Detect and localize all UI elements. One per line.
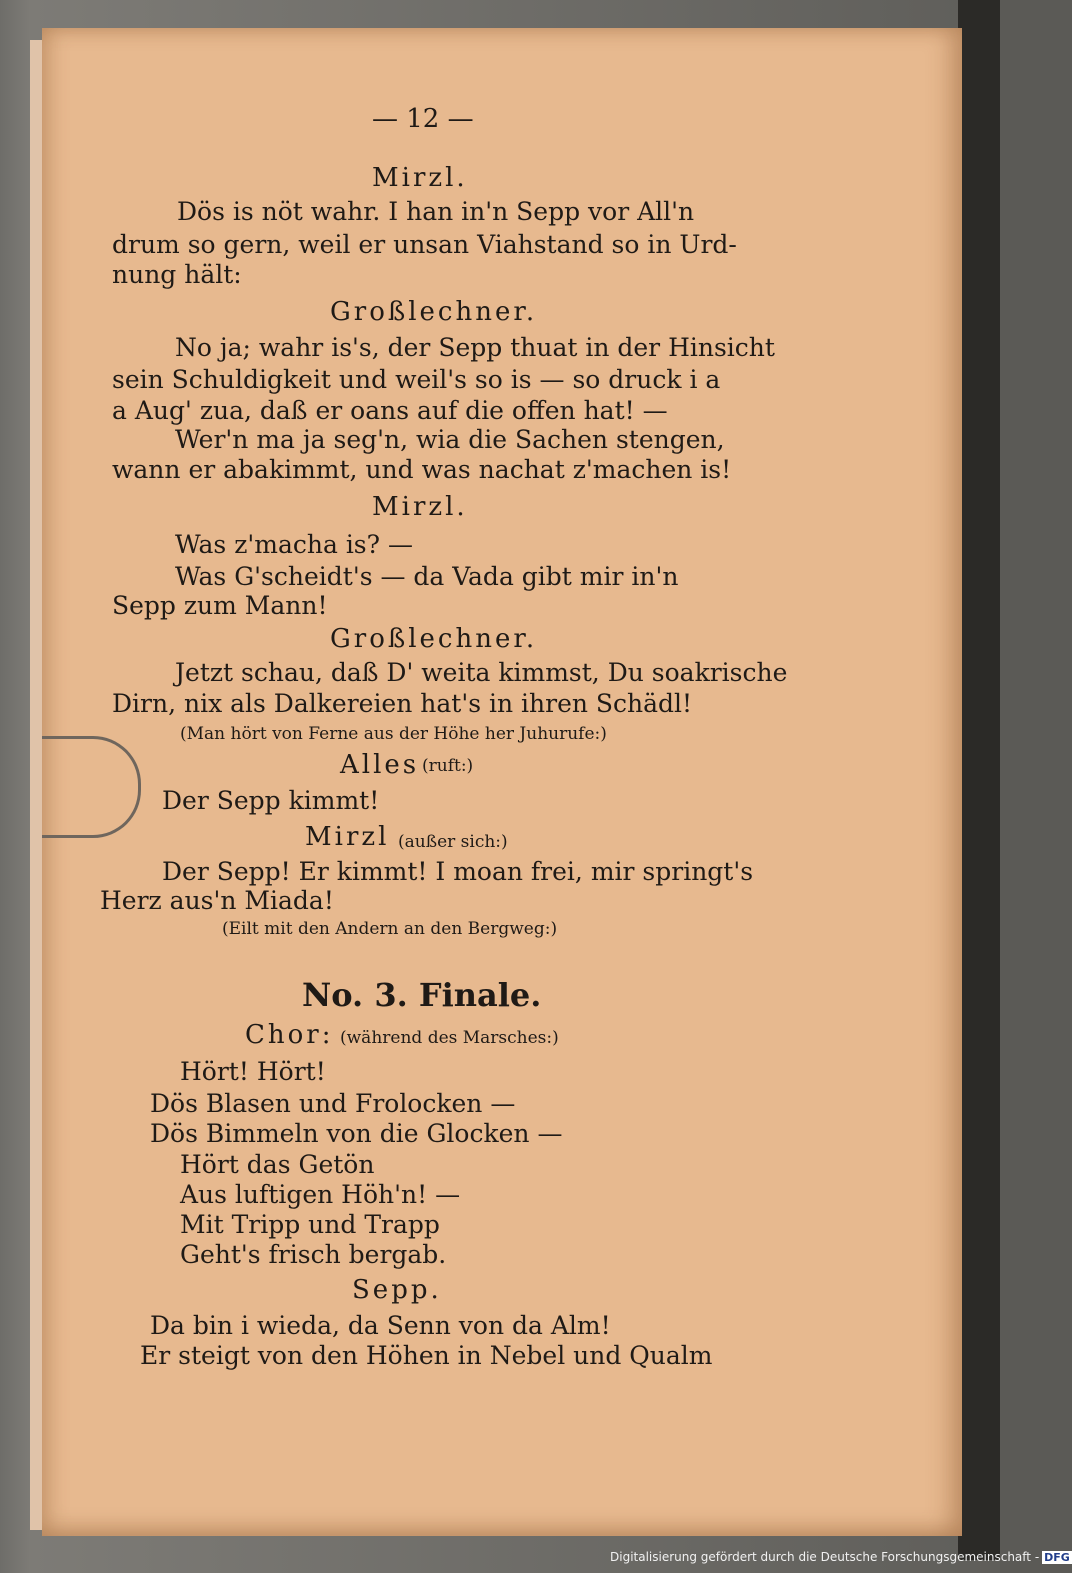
page-number: — 12 —	[372, 104, 474, 134]
stage-direction: (Eilt mit den Andern an den Bergweg:)	[222, 919, 558, 939]
text-line: Jetzt schau, daß D' weita kimmst, Du soakrische	[175, 658, 788, 687]
dfg-logo: DFG	[1044, 1551, 1070, 1564]
paper-clip	[42, 736, 141, 838]
speaker-name: Großlechner.	[330, 297, 538, 327]
speaker-name: Großlechner.	[330, 624, 538, 654]
text-line: Da bin i wieda, da Senn von da Alm!	[150, 1311, 611, 1340]
stage-direction: (außer sich:)	[398, 832, 508, 852]
text-line: drum so gern, weil er unsan Viahstand so in Urd-	[112, 230, 737, 259]
text-line: Dös is nöt wahr. I han in'n Sepp vor All'n	[177, 197, 695, 226]
speaker-name: Chor:	[245, 1020, 334, 1050]
speaker-name: Mirzl.	[372, 492, 468, 522]
text-line: Geht's frisch bergab.	[180, 1240, 447, 1269]
stage-direction: (Man hört von Ferne aus der Höhe her Juhurufe:)	[180, 724, 607, 744]
text-line: a Aug' zua, daß er oans auf die offen hat! —	[112, 396, 668, 425]
text-line: Dös Blasen und Frolocken —	[150, 1089, 516, 1118]
text-line: Was z'macha is? —	[175, 530, 413, 559]
text-line: Der Sepp! Er kimmt! I moan frei, mir springt's	[162, 857, 754, 886]
text-line: sein Schuldigkeit und weil's so is — so druck i a	[112, 365, 721, 394]
text-line: nung hält:	[112, 260, 242, 289]
text-line: Sepp zum Mann!	[112, 591, 328, 620]
stage-direction: (ruft:)	[422, 756, 474, 776]
speaker-name: Mirzl.	[372, 163, 468, 193]
credit-text: Digitalisierung gefördert durch die Deutsche Forschungsgemeinschaft -	[610, 1550, 1040, 1564]
text-line: Hört! Hört!	[180, 1057, 326, 1086]
section-heading: No. 3. Finale.	[302, 976, 542, 1014]
text-line: Dirn, nix als Dalkereien hat's in ihren Schädl!	[112, 689, 693, 718]
text-line: No ja; wahr is's, der Sepp thuat in der Hinsicht	[175, 333, 775, 362]
text-line: Herz aus'n Miada!	[100, 886, 334, 915]
speaker-name: Mirzl	[305, 822, 390, 852]
text-line: Was G'scheidt's — da Vada gibt mir in'n	[175, 562, 679, 591]
text-line: Hört das Getön	[180, 1150, 375, 1179]
text-line: Der Sepp kimmt!	[162, 786, 380, 815]
stage-direction: (während des Marsches:)	[340, 1028, 559, 1048]
text-line: Mit Tripp und Trapp	[180, 1210, 440, 1239]
text-line: Wer'n ma ja seg'n, wia die Sachen stengen,	[175, 425, 725, 454]
text-line: wann er abakimmt, und was nachat z'machen is!	[112, 455, 732, 484]
digitization-credit	[610, 1550, 1072, 1564]
text-line: Dös Bimmeln von die Glocken —	[150, 1119, 563, 1148]
speaker-name: Alles	[340, 750, 420, 780]
speaker-name: Sepp.	[352, 1275, 442, 1305]
text-line: Aus luftigen Höh'n! —	[180, 1180, 461, 1209]
book-spine	[958, 0, 1000, 1560]
text-line: Er steigt von den Höhen in Nebel und Qualm	[140, 1341, 713, 1370]
